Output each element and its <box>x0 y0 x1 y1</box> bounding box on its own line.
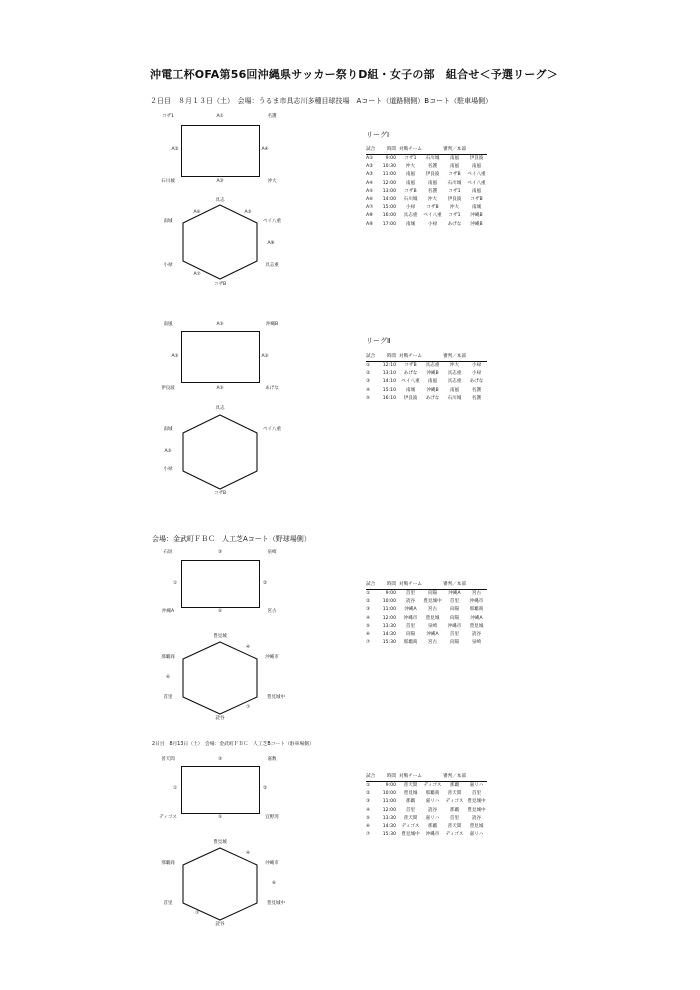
hex-edge-label: ⑦ <box>194 910 200 916</box>
hex-label-top-right: 沖縄市 <box>265 654 279 660</box>
rect-edge-bottom: A③ <box>216 178 224 184</box>
table-row: ② 13:10 あげな 沖縄B 具志重 小禄 <box>366 371 482 377</box>
hex-edge-label: A⑦ <box>193 271 201 277</box>
table-row: ⑤ 13:30 首里 泉崎 沖縄市 豊見城 <box>366 623 484 629</box>
league-hexagon-diagram <box>175 846 265 922</box>
table-row: ① 12:10 コザB 具志重 沖大 小禄 <box>366 363 482 368</box>
league-2-title: リーグⅡ <box>366 337 391 345</box>
header-time: 時間 <box>379 772 399 782</box>
table-row: ⑦ 15:30 豊見城中 沖縄市 ディゴス 嘉リハ <box>366 832 484 838</box>
rect-label-br: あげな <box>265 385 279 391</box>
table-row: ④ 12:00 沖縄市 豊見城 向陽 沖縄A <box>366 615 483 621</box>
table-row: ⑥ 14:30 ディゴス 那覇 普天間 豊見城 <box>366 824 484 830</box>
rect-label-tr: 沖縄B <box>265 321 279 327</box>
table-row: A⑧ 16:00 具志重 ベイ八重 コザ1 沖縄B <box>366 213 483 219</box>
league-1-title: リーグⅠ <box>366 131 390 139</box>
header-match: 試合 <box>366 580 379 590</box>
header-teams: 対戦チーム <box>399 145 422 155</box>
hex-label-top: 具志 <box>215 197 225 203</box>
rect-edge-bottom: ⑤ <box>217 608 223 614</box>
league-rectangle-diagram <box>181 766 260 814</box>
hex-label-top-left: 南城 <box>163 218 173 224</box>
hex-label-top: 豊見城 <box>213 839 227 845</box>
schedule-table-4 <box>366 772 487 839</box>
header-teams: 対戦チーム <box>399 580 422 590</box>
table-row: A⑤ 13:00 コザB 名護 コザ1 南風 <box>366 188 482 194</box>
rect-edge-right: A⑤ <box>261 353 269 359</box>
league-hexagon-diagram <box>175 413 265 491</box>
table-row: A② 10:30 沖大 名護 南風 南風 <box>366 164 482 170</box>
header-teams: 対戦チーム <box>399 352 422 362</box>
table-row: A④ 12:00 南風 南風 石川城 ベイ八重 <box>366 180 486 186</box>
hex-label-top: 具志 <box>215 405 225 411</box>
rect-edge-bottom: A⑤ <box>216 385 224 391</box>
rect-edge-top: ③ <box>217 756 223 762</box>
hex-label-top-right: ベイ八重 <box>263 426 281 432</box>
rect-edge-left: A⑤ <box>171 353 179 359</box>
rect-label-bl: 石川城 <box>161 178 175 184</box>
header-time: 時間 <box>379 352 399 362</box>
table-row: A⑨ 17:00 南城 小禄 あげな 沖縄B <box>366 221 483 227</box>
hex-edge-label: ⑦ <box>245 704 251 710</box>
rect-label-tl: 石垣 <box>163 549 173 555</box>
league-hexagon-diagram <box>175 640 265 716</box>
header-referee: 審判／本部 <box>443 580 466 590</box>
header-referee: 審判／本部 <box>443 772 466 782</box>
hex-edge-label: A⑥ <box>193 209 201 215</box>
hex-edge-label: A⑤ <box>244 209 252 215</box>
hex-label-top-left: 南城 <box>163 426 173 432</box>
rect-edge-right: ② <box>262 785 268 791</box>
header-time: 時間 <box>379 145 399 155</box>
table-row: ② 10:00 読谷 豊見城中 首里 沖縄市 <box>366 599 484 605</box>
rect-edge-left: A② <box>171 146 179 152</box>
hex-label-bottom-right: 具志重 <box>265 262 279 268</box>
hex-label-bottom: コザB <box>213 281 227 287</box>
venue-3-header: 2日目 8月13日（土） 会場：金武町ＦＢＣ 人工芝Bコート（駐車場側） <box>152 742 314 747</box>
rect-label-tr: 名護 <box>267 113 277 119</box>
rect-edge-top: A⑤ <box>216 321 224 327</box>
header-referee: 審判／本部 <box>443 145 466 155</box>
rect-label-br: 宮古 <box>267 608 277 614</box>
hex-label-bottom-left: 首里 <box>163 694 173 700</box>
table-row: A① 9:00 コザ1 石川城 南風 伊良波 <box>366 156 484 161</box>
table-row: ③ 11:00 那覇 嘉リハ ディゴス 豊見城中 <box>366 799 486 805</box>
table-row: ④ 15:10 南城 沖縄B 南風 名護 <box>366 387 482 393</box>
rect-edge-bottom: ⑤ <box>217 814 223 820</box>
table-row: A③ 11:00 南風 伊良波 コザB ベイ八重 <box>366 172 486 178</box>
header-match: 試合 <box>366 352 379 362</box>
table-row: ⑤ 13:30 普天間 嘉リハ 首里 読谷 <box>366 815 482 821</box>
hex-label-bottom-right: 豊見城中 <box>267 900 285 906</box>
table-row: ⑤ 16:10 伊良波 あげな 石川城 名護 <box>366 395 482 401</box>
rect-label-tl: コザ1 <box>162 113 174 119</box>
table-row: A⑦ 15:00 小禄 コザB 沖大 南城 <box>366 205 482 211</box>
hex-edge-label: ④ <box>245 850 251 856</box>
rect-edge-top: A① <box>216 113 224 119</box>
hex-label-bottom: コザB <box>213 490 227 496</box>
rect-label-tl: 普天間 <box>161 756 175 762</box>
rect-edge-left: ① <box>172 580 178 586</box>
schedule-table-2 <box>366 352 487 403</box>
rect-label-bl: 沖縄A <box>161 608 175 614</box>
header-match: 試合 <box>366 772 379 782</box>
hex-label-bottom: 読谷 <box>215 921 225 927</box>
schedule-table-3 <box>366 580 487 647</box>
venue-2-header: 会場：金武町ＦＢＣ 人工芝Aコート（野球場側） <box>152 535 311 543</box>
league-rectangle-diagram <box>181 560 260 608</box>
table-row: ⑦ 15:30 那覇商 宮古 向陽 泉崎 <box>366 640 482 646</box>
rect-label-tr: 嘉数 <box>267 756 277 762</box>
table-row: ⑥ 14:30 向陽 沖縄A 首里 読谷 <box>366 632 482 638</box>
rect-label-br: 沖大 <box>267 178 277 184</box>
header-match: 試合 <box>366 145 379 155</box>
hex-label-top-right: ベイ八重 <box>263 218 281 224</box>
hex-label-top-left: 那覇商 <box>161 860 175 866</box>
hex-label-top-right: 沖縄市 <box>265 860 279 866</box>
header-teams: 対戦チーム <box>399 772 422 782</box>
rect-label-br: 宜野湾 <box>265 814 279 820</box>
rect-edge-right: A④ <box>261 146 269 152</box>
page-title: 沖電工杯OFA第56回沖縄県サッカー祭りD組・女子の部 組合せ＜予選リーグ＞ <box>150 68 558 81</box>
table-row: A⑥ 14:00 石川城 沖大 伊良波 コザB <box>366 197 483 203</box>
hex-label-top: 豊見城 <box>213 633 227 639</box>
rect-label-tr: 泉崎 <box>267 549 277 555</box>
rect-edge-left: ① <box>172 785 178 791</box>
header-time: 時間 <box>379 580 399 590</box>
rect-label-bl: ディゴス <box>159 814 177 820</box>
hex-label-bottom-left: 小禄 <box>163 262 173 268</box>
hex-label-bottom-left: 小禄 <box>163 466 173 472</box>
hex-label-bottom-right: 豊見城中 <box>267 694 285 700</box>
hex-edge-label: A⑤ <box>164 448 172 454</box>
league-rectangle-diagram <box>181 331 260 383</box>
hex-label-top-left: 那覇商 <box>161 654 175 660</box>
day2-venue-header: ２日目 ８月１３日（土） 会場：うるま市具志川多種目球技場 Aコート（道路側側）Bコート（駐車場側） <box>150 97 493 105</box>
table-row: ③ 11:00 沖縄A 宮古 向陽 那覇商 <box>366 607 484 613</box>
header-referee: 審判／本部 <box>443 352 466 362</box>
hex-label-bottom-left: 首里 <box>163 900 173 906</box>
hex-label-bottom: 読谷 <box>215 715 225 721</box>
schedule-table-1 <box>366 145 487 229</box>
hex-edge-label: A⑧ <box>267 240 275 246</box>
rect-label-bl: 伊良波 <box>161 385 175 391</box>
hex-edge-label: ⑥ <box>165 674 171 680</box>
rect-label-tl: 南風 <box>163 321 173 327</box>
league-rectangle-diagram <box>181 125 260 177</box>
rect-edge-right: ② <box>262 580 268 586</box>
table-row: ② 10:00 豊見城 那覇商 普天間 首里 <box>366 791 482 797</box>
hex-edge-label: ⑥ <box>271 880 277 886</box>
rect-edge-top: ③ <box>217 549 223 555</box>
table-row: ① 9:00 首里 向陽 沖縄A 宮古 <box>366 591 482 596</box>
table-row: ④ 12:00 首里 読谷 那覇 豊見城中 <box>366 807 486 813</box>
hex-edge-label: ④ <box>245 644 251 650</box>
table-row: ① 9:00 普天間 ディゴス 那覇 嘉リハ <box>366 783 484 788</box>
table-row: ③ 14:10 ベイ八重 南風 具志重 あげな <box>366 379 484 385</box>
